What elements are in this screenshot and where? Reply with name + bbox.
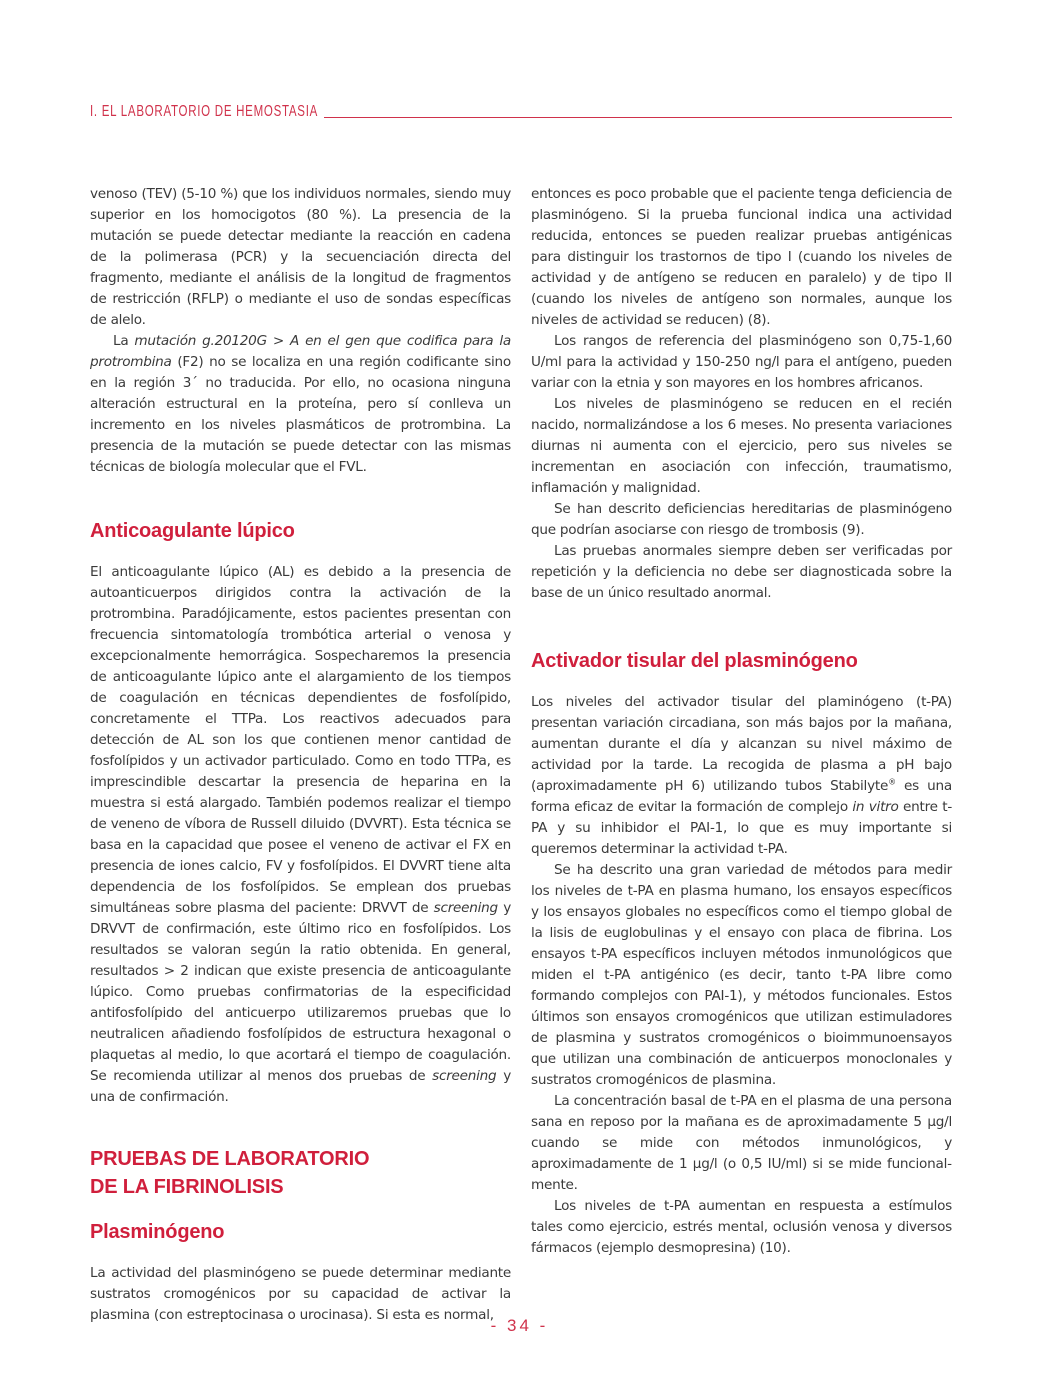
section-heading-plasminogeno: Plasminógeno [90,1221,225,1243]
section-heading-anticoagulante: Anticoagulante lúpico [90,520,295,542]
text-run: entre t-PA y su inhibidor el PAI-1, lo que es muy importante si queremos determinar la actividad t-PA. [531,799,952,857]
right-column [531,184,952,1259]
italic-run: screening [432,1068,497,1084]
paragraph [531,692,952,860]
page-number: - 34 - [490,1316,549,1335]
italic-run: screening [433,900,498,916]
running-head [90,98,952,120]
paragraph: La actividad del plasminógeno se puede determinar mediante sustratos cromogénicos por su capacidad de activar la plasmina (con estreptocinasa o urocinasa). Si esta es normal, [90,1265,511,1323]
chapter-section-heading [90,1145,511,1201]
heading-line: PRUEBAS DE LABORATORIO [90,1148,370,1170]
paragraph: Los rangos de referencia del plasminógeno son 0,75-1,60 U/ml para la actividad y 150-250 ng/l para el antígeno, pueden variar con la etnia y son mayores en los hombres africanos. [531,333,952,391]
left-column [90,184,511,1326]
chapter-title: I. EL LABORATORIO DE HEMOSTASIA [90,103,319,120]
italic-run: in vitro [852,799,899,815]
paragraph: venoso (TEV) (5-10 %) que los individuos normales, siendo muy superior en los homocigotos (80 %). La presencia de la mutación se puede detectar mediante la reacción en cadena de la polimerasa (PCR) y la secuenciación directa del fragmento, mediante el análisis de la longitud de fragmentos de restricción (RFLP) o mediante el uso de sondas específicas de alelo. [90,186,511,328]
paragraph: Se han descrito deficiencias hereditarias de plasminógeno que podrían asociarse con riesgo de trombosis (9). [531,501,952,538]
paragraph: Se ha descrito una gran variedad de métodos para medir los niveles de t-PA en plasma humano, los ensayos específicos y los ensayos globales no específicos como el tiempo global de la lisis de euglobulinas y el ensayo con placa de fibrina. Los ensayos t-PA específicos incluyen métodos inmunológicos que miden el t-PA antigénico (es decir, tanto t-PA libre como formando complejos con PAI-1), y métodos funcionales. Estos últimos son ensayos cromogénicos que utilizan estimuladores de plasmina y sustratos cromogénicos o bioimmunoensayos que utilizan una combinación de anticuerpos monoclonales y sustratos cromogénicos de plasmina. [531,862,952,1088]
paragraph: Los niveles de t-PA aumentan en respuesta a estímulos tales como ejercicio, estrés mental, oclusión venosa y diversos fármacos (ejemplo desmopresina) (10). [531,1198,952,1256]
registered-mark: ® [888,777,896,787]
paragraph: Las pruebas anormales siempre deben ser verificadas por repetición y la deficiencia no debe ser diagnosticada sobre la base de un único resultado anormal. [531,543,952,601]
text-run: y una de confirmación. [90,1068,511,1105]
paragraph [90,562,511,1108]
header-rule [324,117,952,118]
text-run: es una forma eficaz de evitar la formación de complejo [531,778,952,815]
paragraph: La concentración basal de t-PA en el plasma de una persona sana en reposo por la mañana es de aproximadamente 5 µg/l cuando se mide con métodos inmunológicos, y aproximadamente de 1 µg/l (o 0,5 IU/ml) si se mide funcionalmente. [531,1093,952,1193]
text-run: y DRVVT de confirmación, este último rico en fosfolípidos. Los resultados se valoran según la ratio obtenida. En general, resultados > 2 indican que existe presencia de anticoagulante lúpico. Como pruebas confirmatorias de la especificidad antifosfolípido del anticuerpo utilizaremos pruebas que lo neutralicen añadiendo fosfolípidos de estructura hexagonal o plaquetas al medio, lo que acortará el tiempo de coagulación. Se recomienda utilizar al menos dos pruebas de [90,900,511,1084]
paragraph: entonces es poco probable que el paciente tenga deficiencia de plasminógeno. Si la prueba funcional indica una actividad reducida, entonces se pueden realizar pruebas antigénicas para distinguir los trastornos de tipo I (cuando los niveles de actividad y de antígeno se reducen en paralelo) y de tipo II (cuando los niveles de antígeno son normales, aunque los niveles de actividad se reducen) (8). [531,186,952,328]
section-heading-tpa: Activador tisular del plasminógeno [531,650,858,672]
italic-run: mutación g.20120G > A en el gen que codifica para la protrombina [90,333,511,370]
text-run: La [113,333,135,349]
text-run: Los niveles del activador tisular del plaminógeno (t-PA) presentan variación circadiana, son más bajos por la mañana, aumentan durante el día y alcanzan su nivel máximo de actividad por la tarde. La recogida de plasma a pH bajo (aproximadamente pH 6) utilizando tubos Stabilyte [531,694,952,794]
paragraph: Los niveles de plasminógeno se reducen en el recién nacido, normalizándose a los 6 meses. No presenta variaciones diurnas ni aumenta con el ejercicio, pero sus niveles se incrementan en asociación con infección, traumatismo, inflamación y malignidad. [531,396,952,496]
text-run: El anticoagulante lúpico (AL) es debido a la presencia de autoanticuerpos dirigidos contra la activación de la protrombina. Paradójicamente, estos pacientes presentan con frecuencia sintomatología trombótica arterial o venosa y excepcionalmente hemorrágica. Sospecharemos la presencia de anticoagulante lúpico ante el alargamiento de los tiempos de coagulación en técnicas dependientes de fosfolípido, concretamente el TTPa. Los reactivos adecuados para detección de AL son los que contienen menor cantidad de fosfolípidos y un activador particulado. Como en todo TTPa, es imprescindible descartar la presencia de heparina en la muestra si está alargado. También podemos realizar el tiempo de veneno de víbora de Russell diluido (DVVRT). Esta técnica se basa en la capacidad que posee el veneno de activar el FX en presencia de iones calcio, FV y fosfolípidos. El DVVRT tiene alta dependencia de los fosfolípidos. Se emplean dos pruebas simultáneas sobre plasma del paciente: DRVVT de [90,564,511,916]
text-run: (F2) no se localiza en una región codificante sino en la región 3´ no traducida. Por ello, no ocasiona ninguna alteración estructural en la proteína, pero sí conlleva un incremento en los niveles plasmáticos de protrombina. La presencia de la mutación se puede detectar con las mismas técnicas de biología molecular que el FVL. [90,354,511,475]
heading-line: DE LA FIBRINOLISIS [90,1176,284,1198]
paragraph [90,331,511,478]
